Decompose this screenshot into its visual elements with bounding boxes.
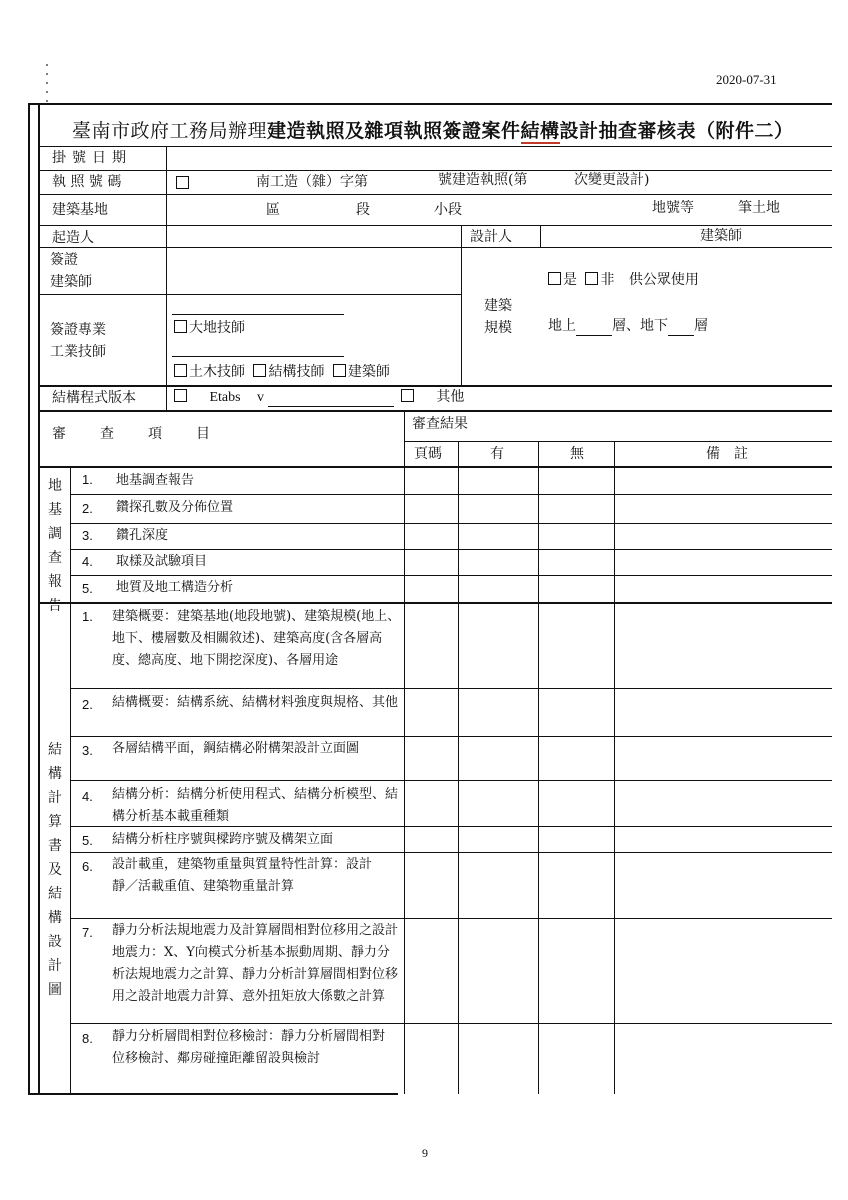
designer-label: 設計人 [470, 229, 512, 245]
row-text: 建築概要：建築基地(地段地號)、建築規模(地上、地下、樓層數及相關敘述)、建築高度(含各層高度、總高度、地下開挖深度)、各層用途 [112, 609, 401, 668]
discipline-options [174, 364, 390, 382]
site-label: 建築基地 [52, 202, 108, 218]
license-text-2: 號建造執照(第 [438, 172, 528, 188]
floors-above-blank[interactable] [576, 335, 612, 336]
col-page: 頁碼 [414, 446, 442, 462]
result-header: 審查結果 [412, 416, 468, 432]
row-text: 設計載重，建築物重量與質量特性計算：設計靜／活載重值、建築物重量計算 [112, 857, 373, 894]
geotech-option[interactable] [174, 320, 245, 338]
version-label: v [257, 390, 265, 405]
title-suffix: 設計抽查審核表（附件二） [559, 120, 794, 142]
row-number: 8. [82, 1031, 93, 1046]
site-subsection: 小段 [434, 202, 462, 218]
row-text: 鑽探孔數及分佈位置 [116, 500, 234, 515]
license-checkbox[interactable] [176, 176, 189, 189]
row-number: 2. [82, 501, 93, 516]
row-number: 4. [82, 789, 93, 804]
public-no-checkbox[interactable] [585, 272, 598, 285]
items-header: 審 查 項 目 [52, 426, 212, 442]
site-lotno: 地號等 [652, 200, 694, 216]
row-number: 4. [82, 554, 93, 569]
sign-engineer-label-2: 工業技師 [50, 344, 106, 360]
other-checkbox[interactable] [401, 389, 414, 402]
license-text-3: 次變更設計) [574, 172, 650, 188]
row-number: 2. [82, 697, 93, 712]
license-label: 執 照 號 碼 [52, 174, 122, 190]
row-text: 結構概要：結構系統、結構材料強度與規格、其他 [112, 695, 399, 710]
public-yes-checkbox[interactable] [548, 272, 561, 285]
civil-option-label: 土木技師 [189, 364, 245, 380]
sign-engineer-label-1: 簽證專業 [50, 322, 106, 338]
row-text: 結構分析柱序號與樑跨序號及構架立面 [112, 832, 334, 847]
version-blank[interactable] [268, 406, 394, 407]
structural-option-label: 結構技師 [268, 364, 325, 380]
row-number: 1. [82, 472, 93, 487]
engineer-name-line-2 [172, 356, 344, 357]
row-text: 各層結構平面，鋼結構必附構架設計立面圖 [112, 741, 360, 756]
group1-label: 地基調查報告 [48, 478, 62, 614]
site-lots: 筆土地 [738, 200, 780, 216]
owner-label: 起造人 [52, 230, 94, 246]
public-yes-label: 是 [563, 272, 577, 288]
floors-unit-1: 層、地下 [612, 318, 668, 334]
other-label: 其他 [436, 389, 465, 405]
etabs-label: Etabs [209, 390, 241, 405]
public-no-label: 非 [600, 272, 615, 288]
public-use-options [548, 272, 699, 290]
row-number: 5. [82, 581, 93, 596]
scale-label-1: 建築 [484, 298, 512, 314]
page-number: 9 [422, 1146, 428, 1160]
civil-checkbox[interactable] [174, 364, 187, 377]
row-text: 靜力分析層間相對位移檢討：靜力分析層間相對位移檢討、鄰房碰撞距離留設與檢討 [112, 1029, 386, 1066]
row-number: 3. [82, 743, 93, 758]
col-yes: 有 [490, 446, 504, 462]
arch-option-label: 建築師 [347, 364, 390, 380]
site-district: 區 [266, 202, 280, 218]
row-text: 取樣及試驗項目 [116, 554, 208, 569]
software-field [174, 389, 464, 407]
row-text: 地質及地工構造分析 [116, 580, 234, 595]
structural-checkbox[interactable] [253, 364, 266, 377]
row-number: 7. [82, 925, 93, 940]
row-number: 6. [82, 859, 93, 874]
engineer-name-line [172, 314, 344, 315]
row-number: 5. [82, 833, 93, 848]
public-use-label: 供公眾使用 [628, 272, 699, 288]
row-number: 1. [82, 609, 93, 624]
title-underlined: 結構 [520, 120, 560, 142]
software-label: 結構程式版本 [52, 390, 136, 406]
sign-architect-label-2: 建築師 [50, 274, 92, 290]
floors-unit-2: 層 [694, 318, 708, 334]
row-number: 3. [82, 528, 93, 543]
floors-above-label: 地上 [548, 318, 576, 334]
title-main: 建造執照及雜項執照簽證案件 [267, 120, 521, 142]
row-text: 結構分析：結構分析使用程式、結構分析模型、結構分析基本載重種類 [112, 787, 399, 824]
group2-label: 結構計算書及結構設計圖 [48, 742, 62, 998]
row-text: 鑽孔深度 [116, 528, 169, 543]
row-text: 靜力分析法規地震力及計算層間相對位移用之設計地震力：X、Y向模式分析基本振動周期、靜力分析法規地震力之計算、靜力分析計算層間相對位移用之設計地震力計算、意外扭矩放大係數之計算 [112, 923, 399, 1004]
document-date: 2020-07-31 [716, 72, 777, 87]
geotech-checkbox[interactable] [174, 320, 187, 333]
sign-architect-label-1: 簽證 [50, 252, 78, 268]
reg-date-label: 掛號日期 [52, 150, 132, 166]
arch-checkbox[interactable] [333, 364, 346, 377]
license-text-1: 南工造（雜）字第 [256, 174, 368, 190]
floors-field [548, 318, 708, 336]
col-no: 無 [570, 446, 584, 462]
etabs-checkbox[interactable] [174, 389, 187, 402]
col-remarks: 備 註 [706, 446, 748, 462]
floors-below-blank[interactable] [668, 335, 694, 336]
site-section: 段 [356, 202, 370, 218]
scale-label-2: 規模 [484, 320, 512, 336]
architect-label: 建築師 [700, 228, 742, 244]
page-title [72, 116, 794, 143]
row-text: 地基調查報告 [116, 473, 195, 488]
title-prefix: 臺南市政府工務局辦理 [72, 120, 268, 142]
geotech-option-label: 大地技師 [189, 320, 245, 336]
